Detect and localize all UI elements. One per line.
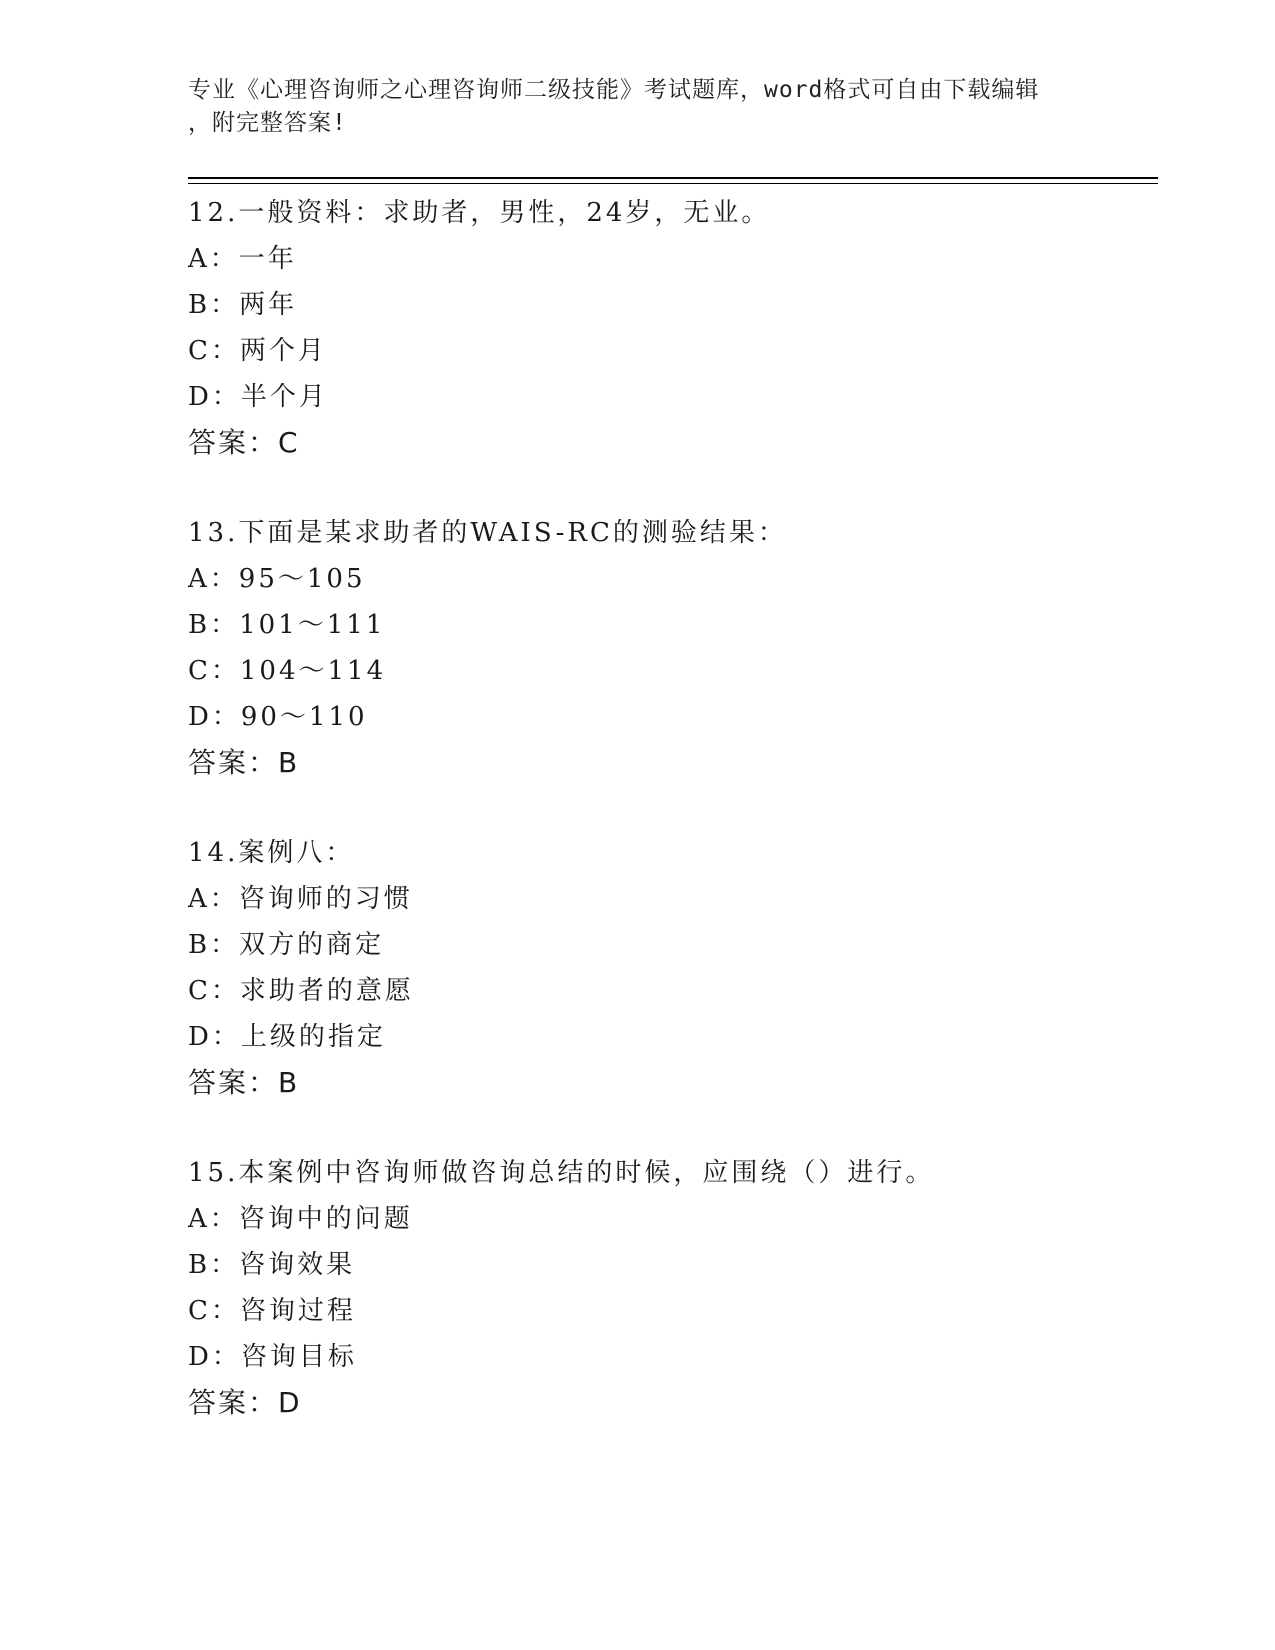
document-header: [188, 74, 1068, 140]
question-14: [188, 830, 1148, 1106]
option-d: D：半个月: [188, 382, 328, 412]
option-c: C：咨询过程: [188, 1296, 356, 1326]
option-a: A：一年: [188, 244, 297, 274]
answer: 答案：B: [188, 1066, 300, 1099]
option-b: B：101～111: [188, 610, 386, 640]
question-stem: 14.案例八：: [188, 838, 355, 868]
option-d: D：90～110: [188, 702, 368, 732]
option-b: B：两年: [188, 290, 298, 320]
question-stem: 12.一般资料：求助者，男性，24岁，无业。: [188, 198, 771, 228]
question-spacer: [188, 786, 1148, 830]
option-a: A：95～105: [188, 564, 366, 594]
option-c: C：104～114: [188, 656, 387, 686]
option-b: B：双方的商定: [188, 930, 385, 960]
header-title-line: 专业《心理咨询师之心理咨询师二级技能》考试题库，word格式可自由下载编辑: [188, 77, 1040, 103]
option-d: D：咨询目标: [188, 1342, 357, 1372]
question-spacer: [188, 1106, 1148, 1150]
header-divider-thick: [188, 177, 1158, 179]
answer: 答案：C: [188, 426, 300, 459]
answer: 答案：D: [188, 1386, 302, 1419]
option-b: B：咨询效果: [188, 1250, 356, 1280]
question-13: [188, 510, 1148, 786]
option-a: A：咨询中的问题: [188, 1204, 413, 1234]
option-a: A：咨询师的习惯: [188, 884, 413, 914]
question-list: [188, 190, 1148, 1426]
question-15: [188, 1150, 1148, 1426]
option-c: C：两个月: [188, 336, 327, 366]
header-subtitle-line: ，附完整答案!: [188, 110, 347, 136]
header-divider-thin: [188, 183, 1158, 184]
answer: 答案：B: [188, 746, 300, 779]
question-stem: 13.下面是某求助者的WAIS-RC的测验结果：: [188, 518, 787, 548]
option-c: C：求助者的意愿: [188, 976, 414, 1006]
question-stem: 15.本案例中咨询师做咨询总结的时候，应围绕（）进行。: [188, 1158, 935, 1188]
question-12: [188, 190, 1148, 466]
option-d: D：上级的指定: [188, 1022, 386, 1052]
question-spacer: [188, 466, 1148, 510]
